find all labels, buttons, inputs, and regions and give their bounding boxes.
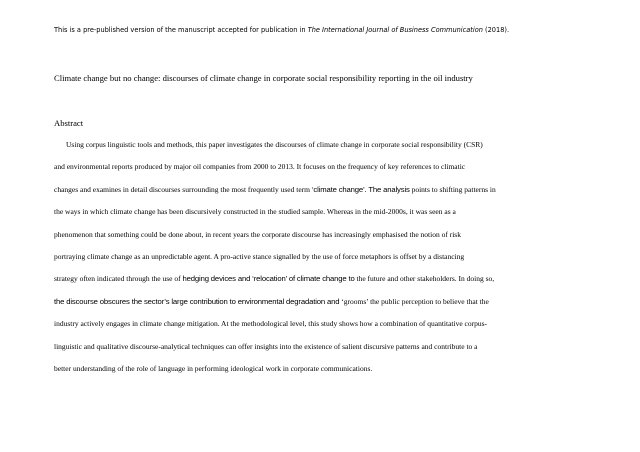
abstract-text: . [364,184,369,194]
highlighted-term: The analysis [368,184,410,194]
abstract-line [54,358,594,380]
abstract-line [54,246,594,268]
abstract-line [54,336,594,358]
abstract-text: points to shifting patterns in [409,184,496,194]
prepublication-notice [54,26,509,35]
abstract-text: linguistic and qualitative discourse-analytical techniques can offer insights into the existence of salient discursive patterns and contribute to a [54,341,478,351]
notice-prefix: This is a pre-published version of the manuscript accepted for publication in [54,26,308,34]
abstract-line [54,313,594,335]
notice-suffix: (2018). [482,26,510,34]
paper-title: Climate change but no change: discourses of climate change in corporate social responsibility reporting in the oil industry [54,73,473,83]
abstract-line [54,134,594,156]
abstract-text: the future and other stakeholders. In doing so, [354,274,495,284]
abstract-text: and environmental reports produced by major oil companies from 2000 to 2013. It focuses on the frequency of key references to climatic [54,162,466,172]
abstract-text: phenomenon that something could be done about, in recent years the corporate discourse has increasingly emphasised the notion of risk [54,229,461,239]
abstract-text: changes and examines in detail discourses surrounding the most frequently used term [54,184,312,194]
abstract-line [54,179,594,201]
abstract-heading: Abstract [54,118,84,128]
abstract-text: ‘grooms’ the public perception to believe that the [339,296,489,306]
abstract-text: portraying climate change as an unpredictable agent. A pro-active stance signalled by the use of force metaphors is offset by a distancing [54,251,465,261]
abstract-text: strategy often indicated through the use of [54,274,183,284]
abstract-body [54,134,594,380]
abstract-line [54,291,594,313]
highlighted-phrase: hedging devices and ‘relocation’ of climate change to [182,274,355,284]
abstract-text: the ways in which climate change has been discursively constructed in the studied sample. Whereas in the mid-2000s, it was seen as a [54,207,456,217]
abstract-line [54,224,594,246]
abstract-text: industry actively engages in climate change mitigation. At the methodological level, this study shows how a combination of quantitative corpus- [54,319,488,329]
abstract-line [54,201,594,223]
highlighted-phrase: the discourse obscures the sector’s large contribution to environmental degradation and [54,296,340,306]
abstract-line [54,156,594,178]
abstract-text: Using corpus linguistic tools and methods, this paper investigates the discourses of climate change in corporate social responsibility (CSR) [66,140,483,149]
abstract-line [54,268,594,290]
journal-name: The International Journal of Business Communication [307,26,483,34]
highlighted-term: ‘climate change’ [311,184,365,194]
abstract-text: better understanding of the role of language in performing ideological work in corporate communications. [54,363,373,373]
